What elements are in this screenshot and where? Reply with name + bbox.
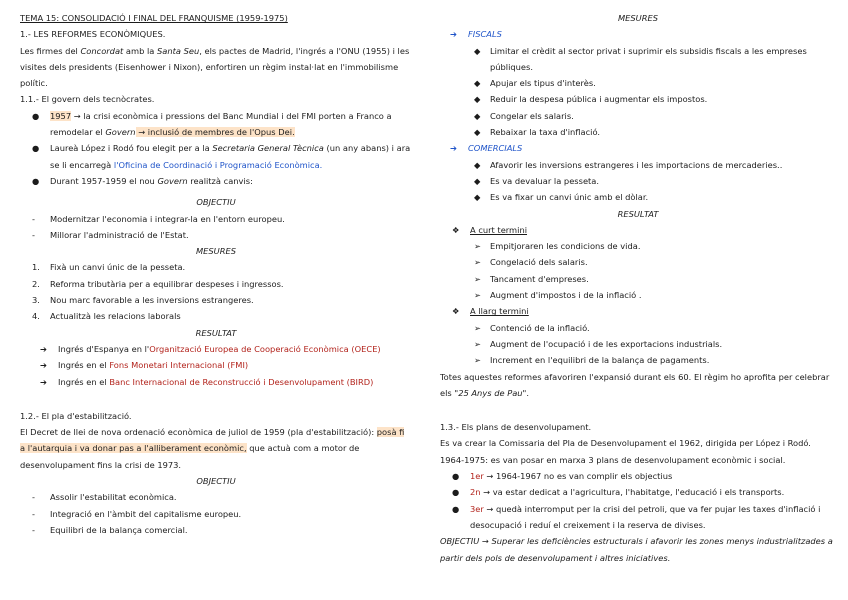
list-item: ◆ Limitar el crèdit al sector privat i suprimir els subsidis fiscals a les empreses públiques. [440,43,836,76]
list-item: ➔ Ingrés en el Fons Monetari Internacional (FMI) [20,357,412,373]
list-item: ◆ Es va devaluar la pesseta. [440,173,836,189]
arrow-right-icon: ➔ [40,360,47,371]
list-item: ➢ Contenció de la inflació. [440,320,836,336]
arrowhead-icon: ➢ [474,241,481,252]
list-item: ◆ Apujar els tipus d'interès. [440,75,836,91]
flower-bullet-icon: ❖ [452,306,460,317]
list-item: ➢ Tancament d'empreses. [440,271,836,287]
list-item: ● 1er → 1964-1967 no es van complir els objectius [440,468,836,484]
objectiu-paragraph: OBJECTIU → Superar les deficiències estructurals i afavorir les zones menys industrialitzades a partir dels pols de desenvolupament i altres iniciatives. [440,536,833,563]
arrowhead-icon: ➢ [474,322,481,333]
arrowhead-icon: ➢ [474,355,481,366]
fiscals-heading: ➔ FISCALS [440,26,836,42]
diamond-icon: ◆ [474,175,481,186]
resultat-2-title: RESULTAT [617,208,659,219]
resultat-1-title: RESULTAT [195,327,237,338]
list-item: - Assolir l'estabilitat econòmica. [32,492,177,503]
diamond-icon: ◆ [474,110,481,121]
section-1-1-heading: 1.1.- El govern dels tecnòcrates. [20,94,155,105]
arrowhead-icon: ➢ [474,290,481,301]
objectiu-1-title: OBJECTIU [196,197,236,208]
bullet-dot: ● [32,143,40,154]
list-item: - Equilibri de la balança comercial. [32,524,188,535]
page-title: TEMA 15: CONSOLIDACIÓ I FINAL DEL FRANQUISME (1959-1975) [20,13,288,23]
right-column [440,10,836,566]
list-item: ➢ Congelació dels salaris. [440,254,836,270]
list-item: ◆ Es va fixar un canvi únic amb el dòlar. [440,189,836,205]
diamond-icon: ◆ [474,94,481,105]
list-item: ● 2n → va estar dedicat a l'agricultura, l'habitatge, l'educació i els transports. [440,484,836,500]
arrow-right-icon: ➔ [40,376,47,387]
arrowhead-icon: ➢ [474,338,481,349]
arrowhead-icon: ➢ [474,273,481,284]
section-1-3-heading: 1.3.- Els plans de desenvolupament. [440,422,592,433]
list-item: 1. Fixà un canvi únic de la pesseta. [32,262,186,273]
flower-bullet-icon: ❖ [452,224,460,235]
section-1-heading: 1.- LES REFORMES ECONÒMIQUES. [20,29,166,40]
list-item: ➢ Increment en l'equilibri de la balança de pagaments. [440,352,836,368]
bullet-dot: ● [32,110,40,121]
bullet-dot: ● [452,487,460,498]
diamond-icon: ◆ [474,78,481,89]
list-item: ➢ Augment d'impostos i de la inflació . [440,287,836,303]
list-item: ◆ Rebaixar la taxa d'inflació. [440,124,836,140]
mesures-2-title: MESURES [617,13,658,23]
left-column [20,10,412,538]
arrowhead-icon: ➢ [474,257,481,268]
mesures-1-title: MESURES [195,246,236,257]
list-item: 3. Nou marc favorable a les inversions estrangeres. [32,295,254,306]
bullet-dot: ● [452,471,460,482]
section-1-2-heading: 1.2.- El pla d'estabilització. [20,410,132,421]
bullet-dot: ● [452,503,460,514]
plans-paragraph: Es va crear la Comissaria del Pla de Desenvolupament el 1962, dirigida per López i Rodó. 1964-1975: es van posar en marxa 3 plans de desenvolupament econòmic i social. [440,438,811,465]
list-item: - Millorar l'administració de l'Estat. [32,229,189,240]
llarg-termini-heading: ❖ A llarg termini [440,303,836,319]
list-item: ➢ Augment de l'ocupació i de les exportacions industrials. [440,336,836,352]
list-item: ➔ Ingrés en el Banc Internacional de Reconstrucció i Desenvolupament (BIRD) [20,374,412,390]
intro-paragraph: Les firmes del Concordat amb la Santa Seu, els pactes de Madrid, l'ingrés a l'ONU (1955) i les visites dels presidents (Eisenhower i Nixon), enfortiren un règim instal·lat en l'immobilisme polític. [20,45,410,89]
bullet-lopez-rodo: ● Laureà López i Rodó fou elegit per a la Secretaria General Tècnica (un any abans) i ara se li encarregà l'Oficina de Coordinació i Programació Econòmica. [20,140,412,173]
list-item: ➢ Empitjoraren les condicions de vida. [440,238,836,254]
objectiu-2-title: OBJECTIU [196,476,236,487]
list-item: ● 3er → quedà interromput per la crisi del petroli, que va fer pujar les taxes d'inflació i desocupació i reduí el creixement i la reserva de divises. [440,501,836,534]
diamond-icon: ◆ [474,127,481,138]
list-item: ➔ Ingrés d'Espanya en l'Organització Europea de Cooperació Econòmica (OECE) [20,341,412,357]
diamond-icon: ◆ [474,192,481,203]
comercials-heading: ➔ COMERCIALS [440,140,836,156]
curt-termini-heading: ❖ A curt termini [440,222,836,238]
list-item: 2. Reforma tributària per a equilibrar despeses i ingressos. [32,278,284,289]
arrow-right-icon: ➔ [450,29,457,40]
diamond-icon: ◆ [474,45,481,56]
list-item: ◆ Afavorir les inversions estrangeres i les importacions de mercaderies.. [440,157,836,173]
arrow-right-icon: ➔ [40,343,47,354]
bullet-1957: ● 1957 → la crisi econòmica i pressions del Banc Mundial i del FMI porten a Franco a remodelar el Govern → inclusió de membres de l'Opus Dei. [20,108,412,141]
list-item: 4. Actualitzà les relacions laborals [32,311,181,322]
list-item: ◆ Reduir la despesa pública i augmentar els impostos. [440,91,836,107]
list-item: ◆ Congelar els salaris. [440,108,836,124]
bullet-dot: ● [32,175,40,186]
list-item: - Modernitzar l'economia i integrar-la en l'entorn europeu. [32,213,285,224]
bullet-changes: ● Durant 1957-1959 el nou Govern realitzà canvis: [20,173,412,189]
list-item: - Integració en l'àmbit del capitalisme europeu. [32,508,242,519]
summary-paragraph: Totes aquestes reformes afavoriren l'expansió durant els 60. El règim ho aprofita per celebrar els "25 Anys de Pau". [440,371,830,398]
arrow-right-icon: ➔ [450,143,457,154]
stabilization-paragraph: El Decret de llei de nova ordenació econòmica de juliol de 1959 (pla d'estabilització): posà fi a l'autarquia i va donar pas a l'alliberament econòmic, que actuà com a motor de desenvolupament fins la crisi de 1973. [20,427,405,470]
diamond-icon: ◆ [474,159,481,170]
